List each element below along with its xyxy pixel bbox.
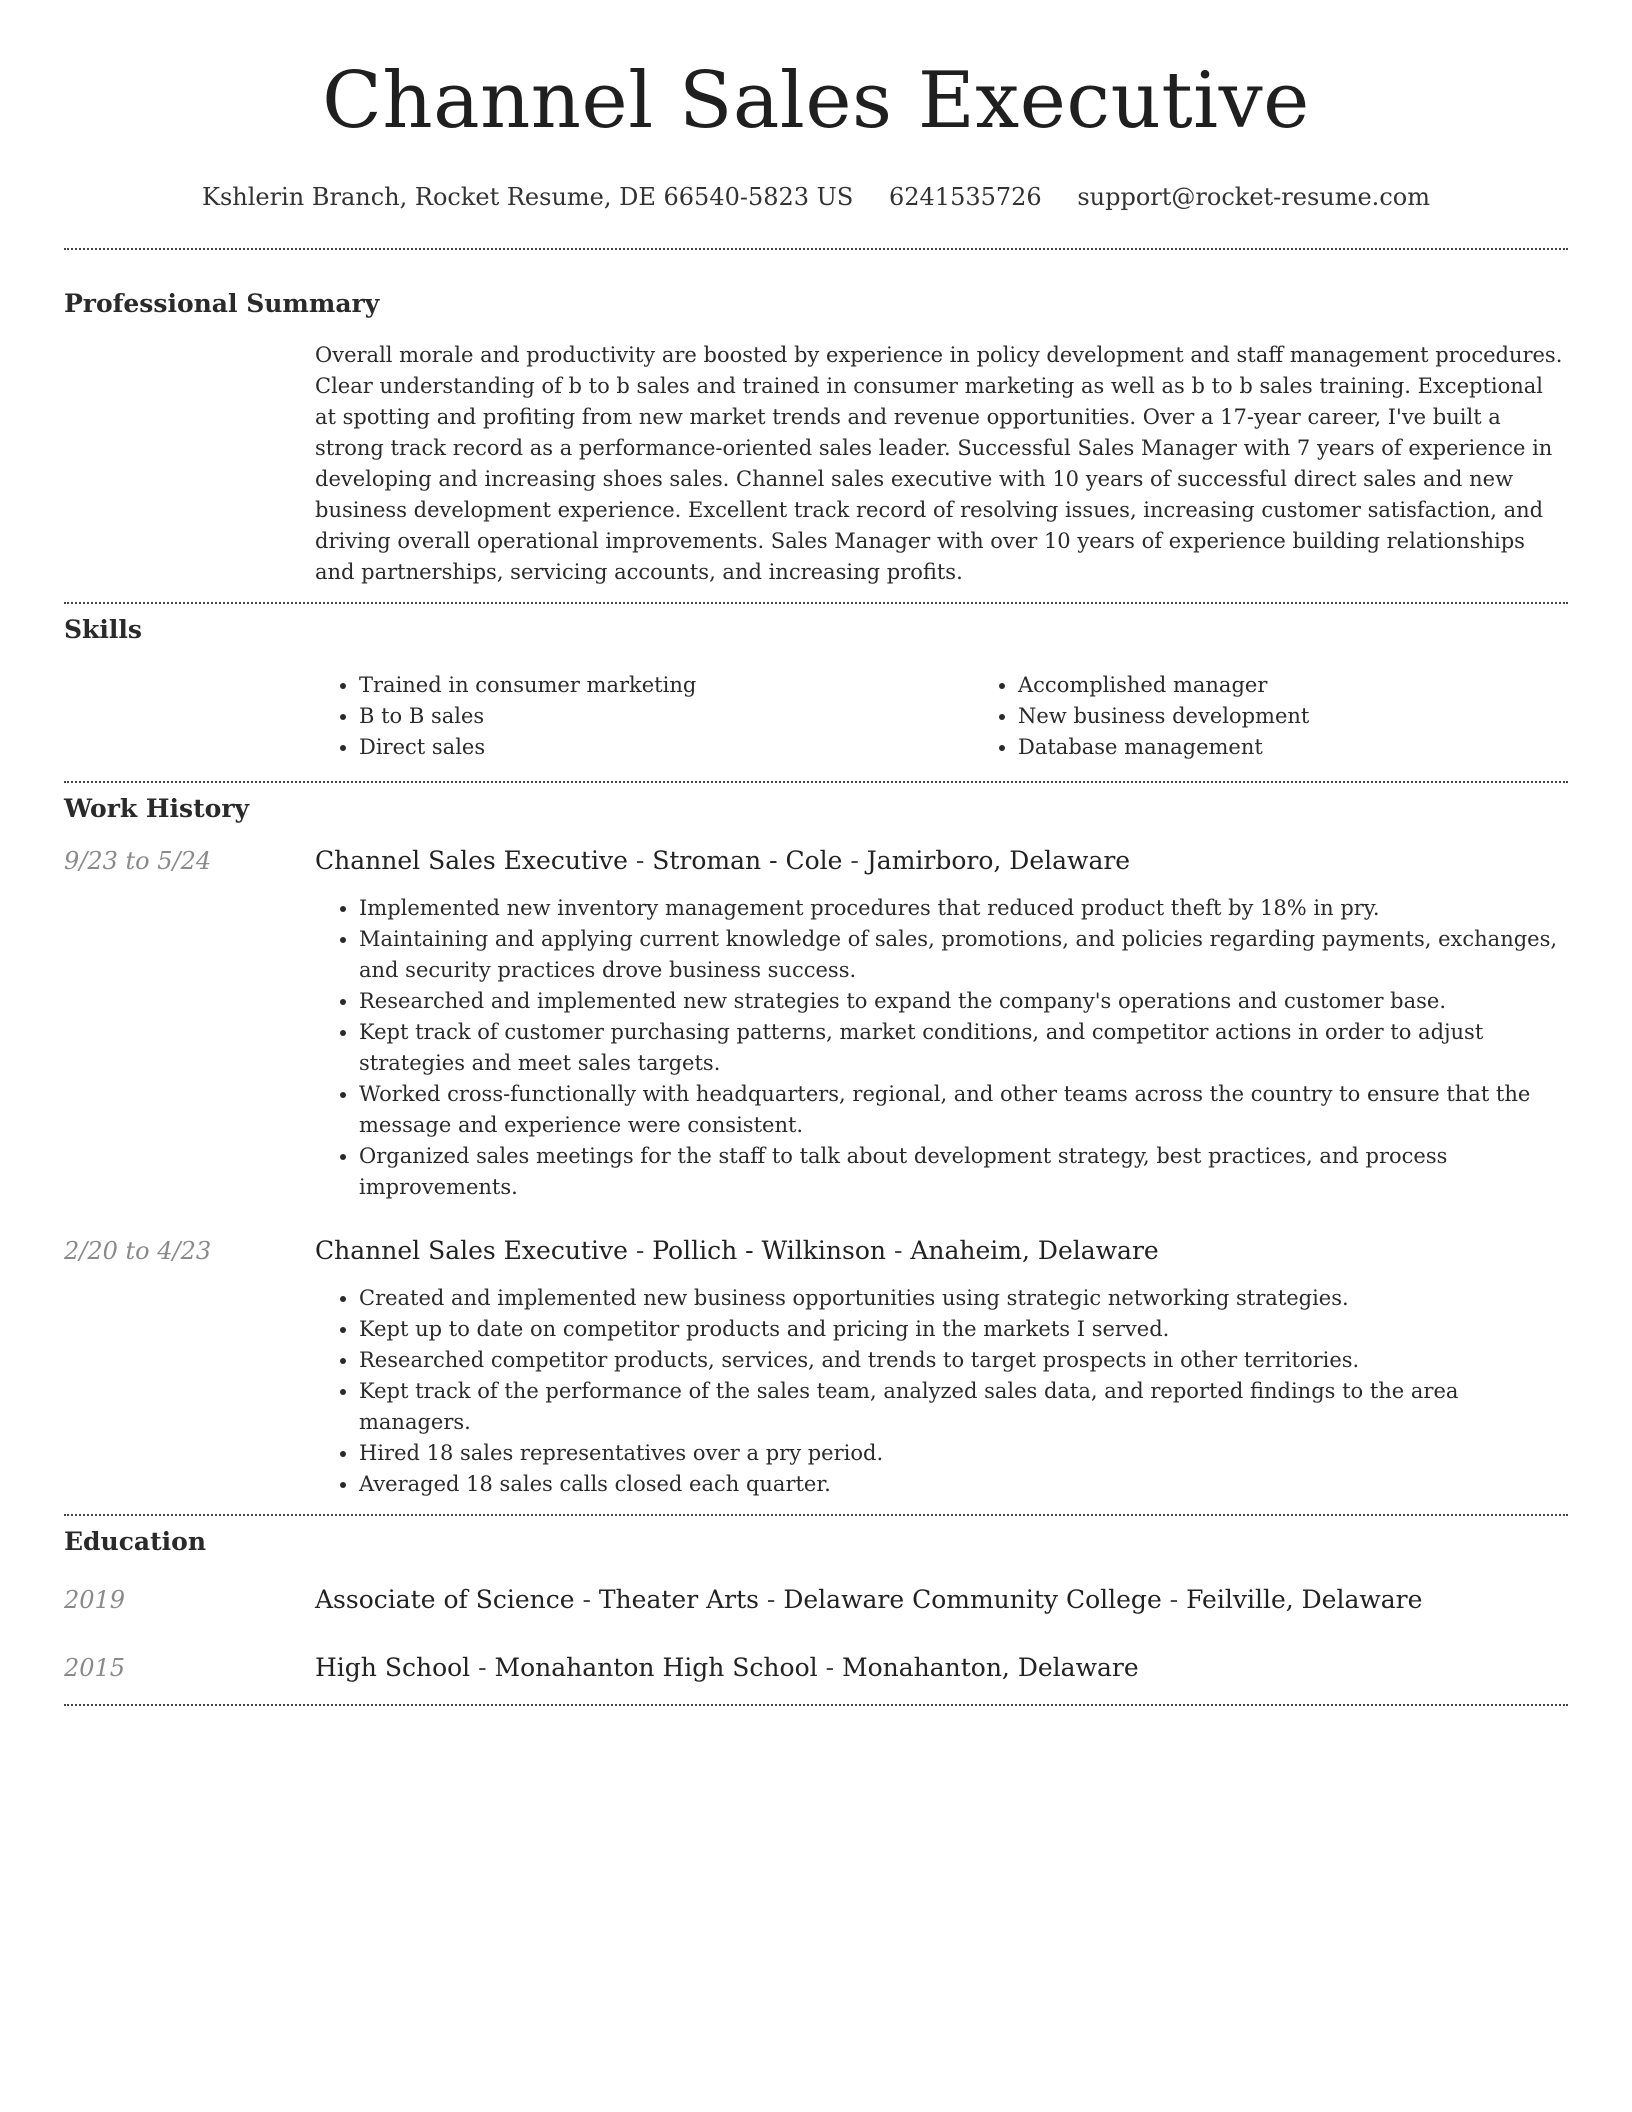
- divider: [64, 1704, 1568, 1706]
- contact-line: [64, 182, 1568, 212]
- job-bullets: [315, 893, 1568, 1203]
- job-bullet: • Kept track of customer purchasing patterns, market conditions, and competitor actions in order to adjust strategies and meet sales targets.: [359, 1017, 1568, 1079]
- job-position: Channel Sales Executive: [315, 846, 628, 875]
- education-title: High School - Monahanton High School - Monahanton, Delaware: [315, 1653, 1139, 1682]
- education-degree: Associate of Science: [315, 1585, 575, 1614]
- skill-item: • Database management: [1018, 732, 1632, 763]
- skill-item: • New business development: [1018, 701, 1632, 732]
- job-bullet: • Hired 18 sales representatives over a pry period.: [359, 1438, 1568, 1469]
- candidate-name: Channel Sales Executive: [322, 56, 1310, 146]
- skills-heading: Skills: [64, 615, 142, 644]
- job-bullet: • Averaged 18 sales calls closed each quarter.: [359, 1469, 1568, 1500]
- work-section: [64, 793, 1568, 1500]
- job-bullets: [315, 1283, 1568, 1500]
- job-bullet: • Implemented new inventory management procedures that reduced product theft by 18% in pry.: [359, 893, 1568, 924]
- skill-item: • Trained in consumer marketing: [359, 670, 974, 701]
- skills-section: [64, 614, 1568, 763]
- education-field: Theater Arts: [598, 1585, 759, 1614]
- skills-list-left: [315, 670, 974, 763]
- education-school: Delaware Community College: [783, 1585, 1162, 1614]
- job-title: Channel Sales Executive - Stroman - Cole - Jamirboro, Delaware: [315, 846, 1131, 875]
- education-entry: [64, 1652, 1568, 1684]
- job-location: Jamirboro, Delaware: [866, 846, 1131, 875]
- job-company: Pollich - Wilkinson: [652, 1236, 886, 1265]
- contact-address: Kshlerin Branch, Rocket Resume, DE 66540-5823 US: [202, 183, 854, 211]
- education-location: Monahanton, Delaware: [841, 1653, 1139, 1682]
- job-entry: [64, 1235, 1568, 1500]
- skill-item: • Accomplished manager: [1018, 670, 1632, 701]
- job-bullet: • Researched competitor products, services, and trends to target prospects in other territories.: [359, 1345, 1568, 1376]
- skills-list-right: [974, 670, 1632, 763]
- work-heading: Work History: [64, 794, 250, 823]
- divider: [64, 781, 1568, 783]
- divider: [64, 1514, 1568, 1516]
- skill-item: • B to B sales: [359, 701, 974, 732]
- job-entry: [64, 845, 1568, 1203]
- divider: [64, 602, 1568, 604]
- education-heading: Education: [64, 1527, 207, 1556]
- education-year: 2019: [64, 1586, 126, 1614]
- education-school: Monahanton High School: [494, 1653, 818, 1682]
- job-bullet: • Kept up to date on competitor products and pricing in the markets I served.: [359, 1314, 1568, 1345]
- education-year: 2015: [64, 1654, 126, 1682]
- job-title: Channel Sales Executive - Pollich - Wilkinson - Anaheim, Delaware: [315, 1236, 1159, 1265]
- job-bullet: • Researched and implemented new strategies to expand the company's operations and customer base.: [359, 986, 1568, 1017]
- divider: [64, 248, 1568, 250]
- job-bullet: • Kept track of the performance of the sales team, analyzed sales data, and reported findings to the area managers.: [359, 1376, 1568, 1438]
- summary-heading: Professional Summary: [64, 289, 380, 318]
- job-position: Channel Sales Executive: [315, 1236, 628, 1265]
- job-bullet: • Maintaining and applying current knowledge of sales, promotions, and policies regarding payments, exchanges, and security practices drove business success.: [359, 924, 1568, 986]
- job-location: Anaheim, Delaware: [910, 1236, 1159, 1265]
- contact-phone: 6241535726: [889, 183, 1042, 211]
- summary-text: Overall morale and productivity are boosted by experience in policy development and staff management procedures. Clear understanding of b to b sales and trained in consumer marketing as well as b to b sales training. Exceptional at spotting and profiting from new market trends and revenue opportunities. Over a 17-year career, I've built a strong track record as a performance-oriented sales leader. Successful Sales Manager with 7 years of experience in developing and increasing shoes sales. Channel sales executive with 10 years of successful direct sales and new business development experience. Excellent track record of resolving issues, increasing customer satisfaction, and driving overall operational improvements. Sales Manager with over 10 years of experience building relationships and partnerships, servicing accounts, and increasing profits.: [315, 343, 1563, 584]
- summary-section: [64, 288, 1568, 588]
- job-company: Stroman - Cole: [652, 846, 843, 875]
- education-title: Associate of Science - Theater Arts - Delaware Community College - Feilville, Delaware: [315, 1585, 1423, 1614]
- job-dates: 9/23 to 5/24: [64, 847, 212, 875]
- job-bullet: • Created and implemented new business opportunities using strategic networking strategies.: [359, 1283, 1568, 1314]
- education-degree: High School: [315, 1653, 471, 1682]
- education-entry: [64, 1584, 1568, 1616]
- job-bullet: • Worked cross-functionally with headquarters, regional, and other teams across the country to ensure that the message and experience were consistent.: [359, 1079, 1568, 1141]
- skill-item: • Direct sales: [359, 732, 974, 763]
- education-section: [64, 1526, 1568, 1684]
- contact-email: support@rocket-resume.com: [1077, 183, 1430, 211]
- job-bullet: • Organized sales meetings for the staff to talk about development strategy, best practices, and process improvements.: [359, 1141, 1568, 1203]
- job-dates: 2/20 to 4/23: [64, 1237, 212, 1265]
- education-location: Feilville, Delaware: [1186, 1585, 1423, 1614]
